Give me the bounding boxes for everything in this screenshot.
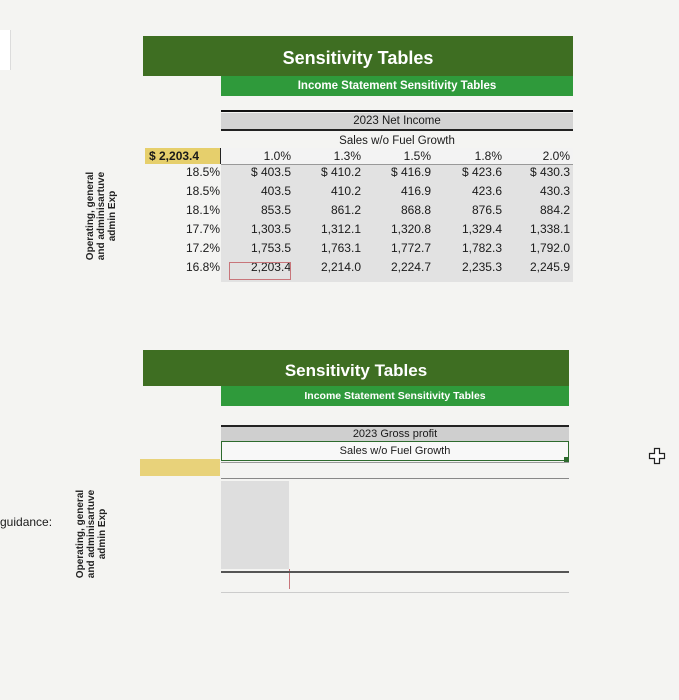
table2-row-line [221,478,569,479]
table1-top-border [221,110,573,112]
table2-row-line [221,462,569,463]
table1-cell[interactable]: 416.9 [400,184,431,198]
table1-row-rate[interactable]: 18.5% [185,165,220,179]
table1-col-axis-label[interactable]: Sales w/o Fuel Growth [339,135,455,147]
table1-row-axis-label: Operating, general and adminisartuve admin Exp [85,171,118,261]
table1-cell[interactable]: 884.2 [539,203,570,217]
section2-subtitle: Income Statement Sensitivity Tables [221,386,569,406]
table2-header[interactable]: 2023 Gross profit [221,425,569,442]
table2-col-axis-label-selected[interactable]: Sales w/o Fuel Growth [221,441,569,461]
table1-header[interactable]: 2023 Net Income [221,113,573,131]
section2-title: Sensitivity Tables [143,350,569,386]
table1-cell[interactable]: 410.2 [330,184,361,198]
table1-row-rate[interactable]: 18.1% [185,203,220,217]
table1-cell[interactable]: 1,320.8 [390,222,431,236]
window-edge [0,30,11,70]
table1-cell[interactable]: 2,224.7 [390,260,431,274]
table1-cell[interactable]: 1,763.1 [320,241,361,255]
table1-cell[interactable]: 2,245.9 [529,260,570,274]
table2-row-line [221,592,569,593]
table2-corner-cell[interactable] [140,459,220,476]
table1-col-header[interactable]: 1.8% [474,149,502,163]
table1-cell[interactable]: 423.6 [471,184,502,198]
table1-cell[interactable]: 1,329.4 [461,222,502,236]
table1-cell[interactable]: $ 430.3 [529,165,570,179]
table1-cell[interactable]: 1,312.1 [320,222,361,236]
section1-title: Sensitivity Tables [143,36,573,76]
table1-col-header[interactable]: 1.0% [263,149,291,163]
table1-cell[interactable]: 1,782.3 [461,241,502,255]
table1-cell[interactable]: $ 423.6 [461,165,502,179]
table1-col-header[interactable]: 2.0% [542,149,570,163]
table1-cell[interactable]: 403.5 [260,184,291,198]
table1-cell[interactable]: 1,772.7 [390,241,431,255]
section1-subtitle: Income Statement Sensitivity Tables [221,76,573,96]
table1-row-rate[interactable]: 17.7% [185,222,220,236]
table1-corner-cell[interactable]: $ 2,203.4 [145,148,221,164]
table1-cell[interactable]: 430.3 [539,184,570,198]
table2-row-rate-column[interactable] [221,481,289,569]
table2-bottom-border [221,571,569,573]
guidance-label: guidance: [0,515,53,529]
table1-cell[interactable]: 2,214.0 [320,260,361,274]
table1-row-rate[interactable]: 16.8% [185,260,220,274]
table1-cell[interactable]: 2,235.3 [461,260,502,274]
table1-cell[interactable]: 1,753.5 [250,241,291,255]
table1-cell[interactable]: 861.2 [330,203,361,217]
table1-row-rate[interactable]: 18.5% [185,184,220,198]
crosshair-plus-icon [648,447,666,465]
table1-col-header[interactable]: 1.3% [333,149,361,163]
table1-cell[interactable]: $ 403.5 [250,165,291,179]
table1-row-rate[interactable]: 17.2% [185,241,220,255]
table1-cell[interactable]: 2,203.4 [250,260,291,274]
table1-cell[interactable]: $ 416.9 [390,165,431,179]
table1-cell[interactable]: $ 410.2 [320,165,361,179]
table1-cell[interactable]: 1,338.1 [529,222,570,236]
table1-cell[interactable]: 868.8 [400,203,431,217]
table1-col-header[interactable]: 1.5% [403,149,431,163]
table1-cell[interactable]: 1,303.5 [250,222,291,236]
table2-row-axis-label: Operating, general and adminisartuve admin Exp [75,489,108,579]
table1-cell[interactable]: 853.5 [260,203,291,217]
selected-cell-outline [229,262,291,280]
table1-cell[interactable]: 1,792.0 [529,241,570,255]
table1-cell[interactable]: 876.5 [471,203,502,217]
